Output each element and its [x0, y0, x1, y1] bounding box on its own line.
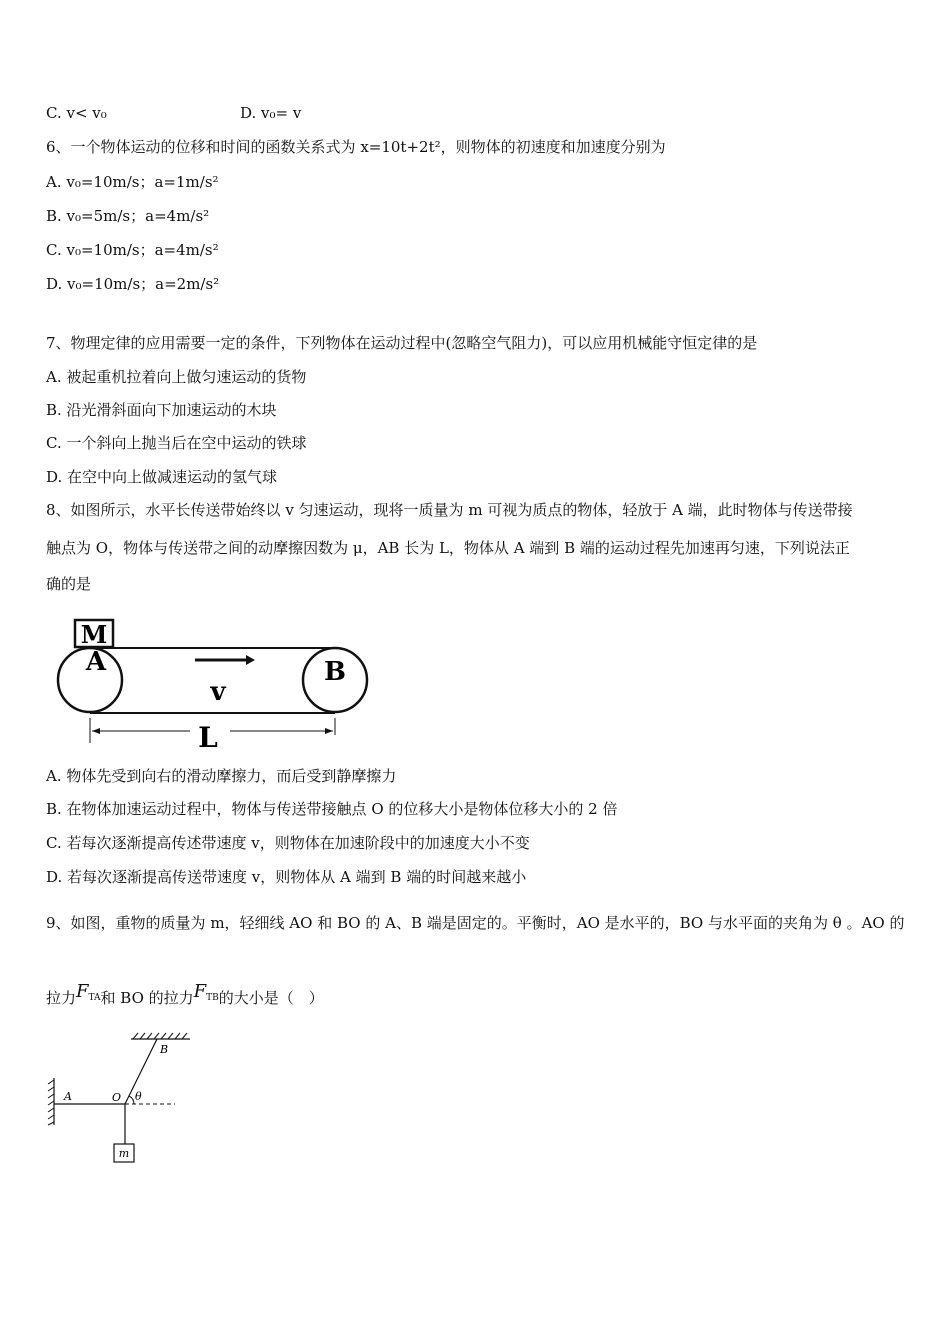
q7-option-d: D. 在空中向上做减速运动的氢气球 — [46, 468, 278, 486]
point-o-label: O — [112, 1091, 122, 1104]
q8-option-b: B. 在物体加速运动过程中，物体与传送带接触点 O 的位移大小是物体位移大小的 2 倍 — [46, 800, 618, 818]
q7-stem: 7、物理定律的应用需要一定的条件，下列物体在运动过程中(忽略空气阻力)，可以应用机械能守恒定律的是 — [46, 334, 758, 352]
angle-arc — [129, 1096, 134, 1104]
ceiling-hatch — [131, 1033, 190, 1039]
length-label: L — [198, 721, 218, 754]
q8-option-a: A. 物体先受到向右的滑动摩擦力，而后受到静摩擦力 — [46, 767, 397, 785]
fta-subscript: TA — [88, 993, 101, 1003]
q6-option-b: B. v₀=5m/s；a=4m/s² — [46, 207, 210, 225]
q7-option-b: B. 沿光滑斜面向下加速运动的木块 — [46, 401, 277, 419]
pulley-b-label: B — [324, 657, 346, 687]
q6-option-d: D. v₀=10m/s；a=2m/s² — [46, 275, 220, 293]
pulley-a-label: A — [85, 647, 107, 677]
velocity-label: v — [210, 677, 226, 707]
velocity-arrow — [195, 655, 255, 665]
q8-stem-line-1: 8、如图所示，水平长传送带始终以 v 匀速运动，现将一质量为 m 可视为质点的物体，轻放于 A 端，此时物体与传送带接 — [46, 501, 853, 519]
fta-symbol: F — [76, 981, 89, 1002]
ftb-symbol: F — [193, 981, 207, 1002]
q9-text-b: 和 BO 的拉力 — [100, 989, 194, 1007]
q9-text-c: 的大小是（ ） — [218, 989, 324, 1007]
q8-stem-line-3: 确的是 — [46, 575, 92, 593]
block-label: M — [80, 620, 108, 649]
conveyor-belt-figure — [50, 615, 380, 755]
q6-stem: 6、一个物体运动的位移和时间的函数关系式为 x=10t+2t²，则物体的初速度和加速度分别为 — [46, 138, 666, 156]
q7-option-c: C. 一个斜向上抛当后在空中运动的铁球 — [46, 434, 307, 452]
option-d-prev: D. v₀= v — [240, 104, 302, 122]
q8-stem-line-2: 触点为 O，物体与传送带之间的动摩擦因数为 μ，AB 长为 L，物体从 A 端到 B 端的运动过程先加速再匀速，下列说法正 — [46, 539, 850, 557]
q7-option-a: A. 被起重机拉着向上做匀速运动的货物 — [46, 368, 307, 386]
q8-option-c: C. 若每次逐渐提高传述带速度 v，则物体在加速阶段中的加速度大小不变 — [46, 834, 530, 852]
mass-label: m — [118, 1147, 130, 1160]
force-diagram — [45, 1030, 195, 1170]
point-b-label: B — [160, 1043, 169, 1056]
q9-stem-line-2 — [46, 981, 324, 1011]
q8-option-d: D. 若每次逐渐提高传送带速度 v，则物体从 A 端到 B 端的时间越来越小 — [46, 868, 527, 886]
q9-text-a: 拉力 — [46, 989, 77, 1007]
q6-option-c: C. v₀=10m/s；a=4m/s² — [46, 241, 219, 259]
wall-hatch — [48, 1078, 54, 1125]
option-c-prev: C. v< v₀ — [46, 104, 107, 122]
theta-label: θ — [135, 1090, 142, 1103]
point-a-label: A — [64, 1090, 72, 1103]
q6-option-a: A. v₀=10m/s；a=1m/s² — [46, 173, 219, 191]
q9-stem-line-1: 9、如图，重物的质量为 m，轻细线 AO 和 BO 的 A、B 端是固定的。平衡时，AO 是水平的，BO 与水平面的夹角为 θ 。AO 的 — [46, 914, 905, 932]
ftb-subscript: TB — [206, 993, 219, 1003]
